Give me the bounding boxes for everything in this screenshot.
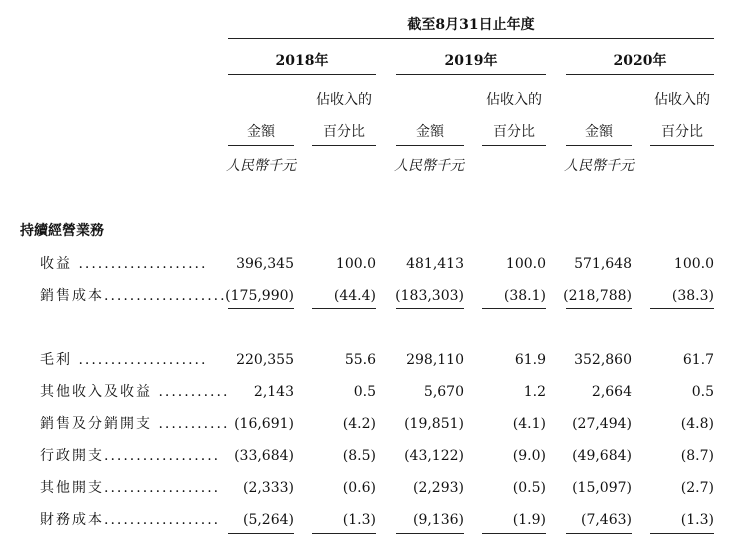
row-label: 其他收入及收益 ...........	[40, 384, 230, 400]
percent-cell: (8.5)	[342, 448, 376, 464]
percent-cell: (4.1)	[512, 416, 546, 432]
pct-header-1-2020: 佔收入的	[654, 92, 710, 108]
amount-cell: (2,293)	[412, 480, 464, 496]
subtotal-rule	[482, 533, 546, 534]
subtotal-rule	[312, 533, 376, 534]
amount-cell: 352,860	[574, 352, 632, 368]
row-label: 毛利 ....................	[40, 352, 208, 368]
amount-cell: (2,333)	[242, 480, 294, 496]
subtotal-rule	[650, 533, 714, 534]
year-2020: 2020年	[613, 53, 667, 69]
pct-header-2-2018: 百分比	[323, 124, 365, 140]
year-rule-2019	[396, 74, 546, 75]
amount-cell: (27,494)	[572, 416, 632, 432]
amount-cell: (15,097)	[572, 480, 632, 496]
subtotal-rule	[228, 533, 294, 534]
row-label: 財務成本..................	[40, 512, 221, 528]
header-rule	[228, 38, 714, 39]
percent-cell: (4.8)	[680, 416, 714, 432]
percent-cell: 0.5	[691, 384, 714, 400]
unit-2019: 人民幣千元	[394, 158, 464, 174]
percent-cell: 61.7	[682, 352, 714, 368]
percent-cell: (0.5)	[512, 480, 546, 496]
percent-cell: 100.0	[335, 256, 376, 272]
col-rule	[566, 145, 632, 146]
amount-cell: (49,684)	[572, 448, 632, 464]
pct-header-2-2020: 百分比	[661, 124, 703, 140]
percent-cell: 0.5	[353, 384, 376, 400]
col-rule	[482, 145, 546, 146]
percent-cell: (2.7)	[680, 480, 714, 496]
percent-cell: 55.6	[344, 352, 376, 368]
subtotal-rule	[228, 308, 294, 309]
amount-cell: 571,648	[574, 256, 632, 272]
pct-header-1-2018: 佔收入的	[316, 92, 372, 108]
unit-2018: 人民幣千元	[226, 158, 296, 174]
period-title: 截至8月31日止年度	[407, 17, 535, 33]
amount-cell: (43,122)	[404, 448, 464, 464]
col-rule	[228, 145, 294, 146]
amount-cell: (7,463)	[580, 512, 632, 528]
amount-cell: 298,110	[406, 352, 464, 368]
percent-cell: (38.3)	[671, 288, 714, 304]
amount-cell: (5,264)	[242, 512, 294, 528]
subtotal-rule	[566, 308, 632, 309]
amount-cell: (16,691)	[234, 416, 294, 432]
percent-cell: 100.0	[505, 256, 546, 272]
subtotal-rule	[566, 533, 632, 534]
row-label: 銷售成本...................	[40, 288, 227, 304]
row-label: 行政開支..................	[40, 448, 221, 464]
percent-cell: (8.7)	[680, 448, 714, 464]
subtotal-rule	[650, 308, 714, 309]
amount-cell: (19,851)	[404, 416, 464, 432]
amount-header-2020: 金額	[585, 124, 613, 140]
year-2019: 2019年	[444, 53, 498, 69]
percent-cell: (44.4)	[333, 288, 376, 304]
subtotal-rule	[396, 533, 464, 534]
amount-cell: (218,788)	[563, 288, 632, 304]
amount-cell: 2,664	[591, 384, 632, 400]
amount-cell: (183,303)	[395, 288, 464, 304]
col-rule	[396, 145, 464, 146]
amount-cell: (9,136)	[412, 512, 464, 528]
percent-cell: (38.1)	[503, 288, 546, 304]
year-rule-2020	[566, 74, 714, 75]
percent-cell: (4.2)	[342, 416, 376, 432]
subtotal-rule	[482, 308, 546, 309]
row-label: 銷售及分銷開支 ...........	[40, 416, 230, 432]
percent-cell: 1.2	[523, 384, 546, 400]
amount-cell: 220,355	[236, 352, 294, 368]
percent-cell: (1.9)	[512, 512, 546, 528]
pct-header-1-2019: 佔收入的	[486, 92, 542, 108]
subtotal-rule	[312, 308, 376, 309]
percent-cell: 100.0	[673, 256, 714, 272]
percent-cell: (9.0)	[512, 448, 546, 464]
subtotal-rule	[396, 308, 464, 309]
percent-cell: 61.9	[514, 352, 546, 368]
amount-header-2018: 金額	[247, 124, 275, 140]
col-rule	[312, 145, 376, 146]
percent-cell: (1.3)	[342, 512, 376, 528]
col-rule	[650, 145, 714, 146]
unit-2020: 人民幣千元	[564, 158, 634, 174]
year-rule-2018	[228, 74, 376, 75]
row-label: 其他開支..................	[40, 480, 221, 496]
amount-cell: (175,990)	[225, 288, 294, 304]
amount-cell: 2,143	[253, 384, 294, 400]
percent-cell: (1.3)	[680, 512, 714, 528]
percent-cell: (0.6)	[342, 480, 376, 496]
amount-cell: 481,413	[406, 256, 464, 272]
section-title: 持續經營業務	[20, 223, 104, 239]
amount-cell: 396,345	[236, 256, 294, 272]
amount-cell: 5,670	[423, 384, 464, 400]
pct-header-2-2019: 百分比	[493, 124, 535, 140]
amount-header-2019: 金額	[416, 124, 444, 140]
row-label: 收益 ....................	[40, 256, 208, 272]
amount-cell: (33,684)	[234, 448, 294, 464]
year-2018: 2018年	[275, 53, 329, 69]
